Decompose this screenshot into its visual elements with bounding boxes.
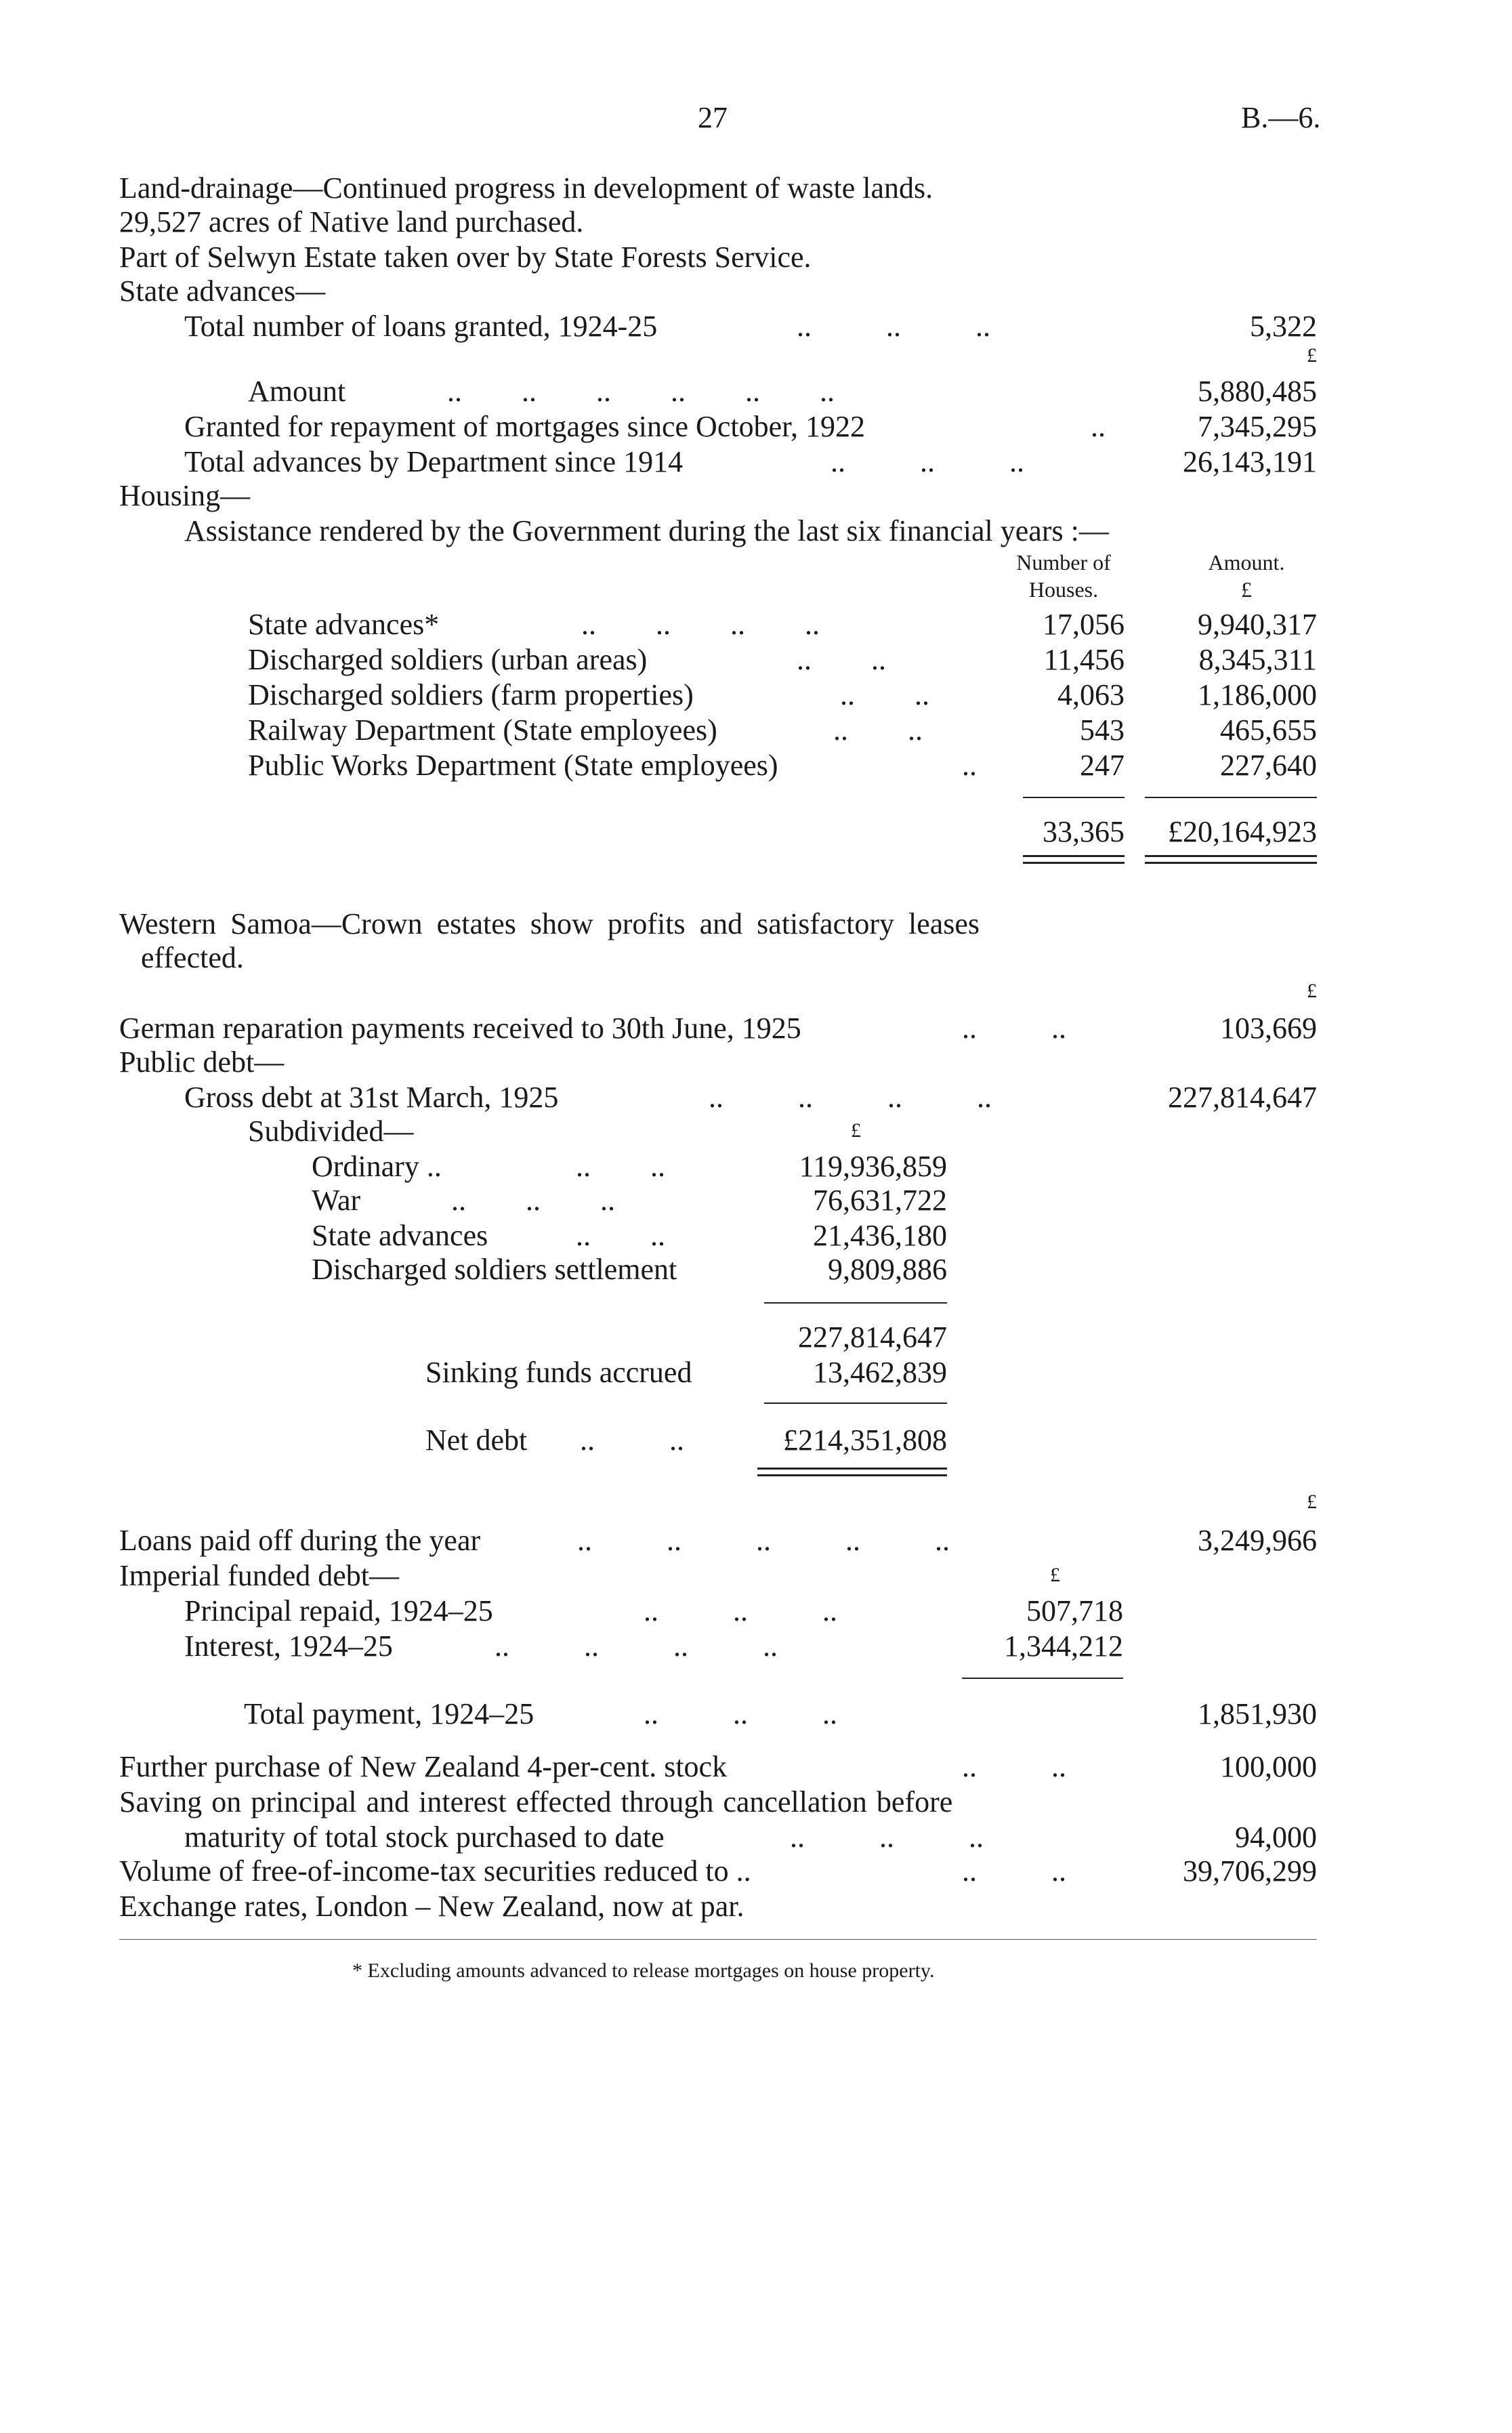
gross-debt-leader: .. .. .. .. <box>709 1081 992 1114</box>
interest-leader: .. .. .. .. <box>495 1629 778 1663</box>
housing-row-leader: .. .. <box>840 678 929 711</box>
housing-row-amount: 227,640 <box>1220 749 1317 782</box>
loans-granted-leader: .. .. .. <box>797 310 990 343</box>
gross-debt-value: 227,814,647 <box>1168 1081 1317 1114</box>
amount-column-unit: £ <box>1241 577 1252 602</box>
debt-item-leader: .. .. .. <box>451 1184 615 1217</box>
total-payment-label: Total payment, 1924–25 <box>244 1697 534 1730</box>
exchange-rates-line: Exchange rates, London – New Zealand, now at par. <box>119 1890 744 1923</box>
currency-symbol: £ <box>1307 344 1317 367</box>
debt-item-value: 119,936,859 <box>799 1150 947 1183</box>
net-debt-label: Net debt <box>425 1423 528 1457</box>
volume-securities-label: Volume of free-of-income-tax securities reduced to .. <box>119 1854 751 1888</box>
houses-column-header-2: Houses. <box>1028 577 1099 602</box>
repayment-label: Granted for repayment of mortgages since October, 1922 <box>184 410 865 443</box>
amount-value: 5,880,485 <box>1198 375 1317 408</box>
amount-total-double-rule <box>1145 855 1317 864</box>
housing-row-amount: 1,186,000 <box>1198 678 1317 711</box>
housing-row-label: Railway Department (State employees) <box>248 713 717 747</box>
currency-symbol: £ <box>1307 1491 1317 1513</box>
housing-row-label: Discharged soldiers (urban areas) <box>248 643 648 676</box>
footnote: * Excluding amounts advanced to release mortgages on house property. <box>352 1959 935 1982</box>
land-drainage-line: Land-drainage—Continued progress in development of waste lands. <box>119 171 933 205</box>
houses-column-header: Number of <box>1016 550 1111 575</box>
document-reference: B.—6. <box>1241 101 1321 134</box>
housing-total-houses: 33,365 <box>1043 815 1125 848</box>
total-advances-leader: .. .. .. <box>831 445 1024 478</box>
housing-row-label: Public Works Department (State employees) <box>248 749 778 782</box>
debt-item-label: State advances <box>312 1219 488 1252</box>
housing-total-amount: £20,164,923 <box>1168 815 1317 848</box>
debt-item-leader: .. .. <box>576 1150 665 1183</box>
german-reparation-label: German reparation payments received to 30th June, 1925 <box>119 1012 801 1045</box>
volume-securities-leader: .. .. <box>962 1854 1066 1888</box>
housing-heading: Housing— <box>119 479 251 512</box>
housing-row-amount: 9,940,317 <box>1198 608 1317 641</box>
german-reparation-leader: .. .. <box>962 1012 1066 1045</box>
housing-row-label: Discharged soldiers (farm properties) <box>248 678 694 711</box>
german-reparation-value: 103,669 <box>1220 1012 1317 1045</box>
loans-paid-value: 3,249,966 <box>1198 1524 1317 1557</box>
debt-item-value: 76,631,722 <box>813 1184 947 1217</box>
housing-row-leader: .. .. <box>797 643 886 676</box>
net-debt-value: £214,351,808 <box>783 1423 947 1457</box>
subdivided-heading: Subdivided— <box>248 1115 414 1148</box>
principal-repaid-label: Principal repaid, 1924–25 <box>184 1594 493 1627</box>
housing-assistance-line: Assistance rendered by the Government during the last six financial years :— <box>184 514 1109 547</box>
debt-item-label: Ordinary .. <box>312 1150 442 1183</box>
sinking-funds-value: 13,462,839 <box>813 1356 947 1389</box>
stock-purchase-label: Further purchase of New Zealand 4-per-cent. stock <box>119 1750 728 1783</box>
principal-repaid-leader: .. .. .. <box>644 1594 837 1627</box>
stock-purchase-value: 100,000 <box>1220 1750 1317 1783</box>
amount-leader: .. .. .. .. .. .. <box>447 375 835 408</box>
houses-total-double-rule <box>1023 855 1125 864</box>
loans-granted-label: Total number of loans granted, 1924-25 <box>184 310 658 343</box>
housing-row-amount: 8,345,311 <box>1198 643 1317 676</box>
total-payment-leader: .. .. .. <box>644 1697 837 1730</box>
loans-paid-label: Loans paid off during the year <box>119 1524 481 1557</box>
saving-value: 94,000 <box>1235 1821 1317 1854</box>
currency-symbol: £ <box>1307 980 1317 1002</box>
debt-item-label: War <box>312 1184 361 1217</box>
footnote-rule <box>119 1939 1317 1940</box>
samoa-line-continued: effected. <box>141 941 244 974</box>
housing-row-label: State advances* <box>248 608 440 641</box>
housing-row-leader: .. .. <box>833 713 923 747</box>
repayment-leader: .. <box>1091 410 1106 443</box>
volume-securities-value: 39,706,299 <box>1183 1854 1317 1888</box>
loans-paid-leader: .. .. .. .. .. <box>577 1524 950 1557</box>
housing-row-amount: 465,655 <box>1220 713 1317 747</box>
net-debt-double-rule <box>757 1468 947 1476</box>
interest-value: 1,344,212 <box>1004 1629 1123 1663</box>
houses-subtotal-rule <box>1023 797 1125 798</box>
interest-label: Interest, 1924–25 <box>184 1629 393 1663</box>
debt-item-value: 9,809,886 <box>828 1253 947 1286</box>
saving-line-continued: maturity of total stock purchased to date <box>184 1821 665 1854</box>
debt-subtotal-value: 227,814,647 <box>798 1321 947 1354</box>
housing-row-houses: 543 <box>1080 713 1125 747</box>
selwyn-estate-line: Part of Selwyn Estate taken over by State Forests Service. <box>119 241 812 274</box>
housing-row-houses: 4,063 <box>1057 678 1125 711</box>
currency-symbol: £ <box>851 1119 861 1142</box>
housing-row-houses: 247 <box>1080 749 1125 782</box>
imperial-subtotal-rule <box>962 1678 1123 1679</box>
imperial-debt-heading: Imperial funded debt— <box>119 1559 399 1592</box>
public-debt-heading: Public debt— <box>119 1045 285 1079</box>
debt-item-leader: .. .. <box>576 1219 665 1252</box>
native-land-line: 29,527 acres of Native land purchased. <box>119 205 584 238</box>
housing-row-houses: 11,456 <box>1043 643 1125 676</box>
housing-row-leader: .. .. .. .. <box>581 608 820 641</box>
total-payment-value: 1,851,930 <box>1198 1697 1317 1730</box>
state-advances-heading: State advances— <box>119 274 326 308</box>
net-debt-leader: .. .. <box>580 1423 684 1457</box>
sinking-funds-label: Sinking funds accrued <box>425 1356 692 1389</box>
housing-row-houses: 17,056 <box>1043 608 1125 641</box>
total-advances-value: 26,143,191 <box>1183 445 1317 478</box>
stock-purchase-leader: .. .. <box>962 1750 1066 1783</box>
debt-subtotal-rule <box>764 1302 947 1304</box>
amount-label: Amount <box>248 375 346 408</box>
total-advances-label: Total advances by Department since 1914 <box>184 445 684 478</box>
amount-column-header: Amount. <box>1208 550 1285 575</box>
saving-leader: .. .. .. <box>790 1821 984 1854</box>
debt-item-value: 21,436,180 <box>813 1219 947 1252</box>
page-number: 27 <box>698 101 728 134</box>
samoa-line: Western Samoa—Crown estates show profits and satisfactory leases <box>119 907 980 940</box>
amount-subtotal-rule <box>1145 797 1317 798</box>
saving-line: Saving on principal and interest effected through cancellation before <box>119 1785 953 1818</box>
gross-debt-label: Gross debt at 31st March, 1925 <box>184 1081 559 1114</box>
housing-row-leader: .. <box>962 749 977 782</box>
currency-symbol: £ <box>1050 1564 1060 1586</box>
net-debt-rule <box>764 1402 947 1404</box>
principal-repaid-value: 507,718 <box>1026 1594 1123 1627</box>
debt-item-label: Discharged soldiers settlement <box>312 1253 677 1286</box>
repayment-value: 7,345,295 <box>1198 410 1317 443</box>
loans-granted-value: 5,322 <box>1250 310 1317 343</box>
